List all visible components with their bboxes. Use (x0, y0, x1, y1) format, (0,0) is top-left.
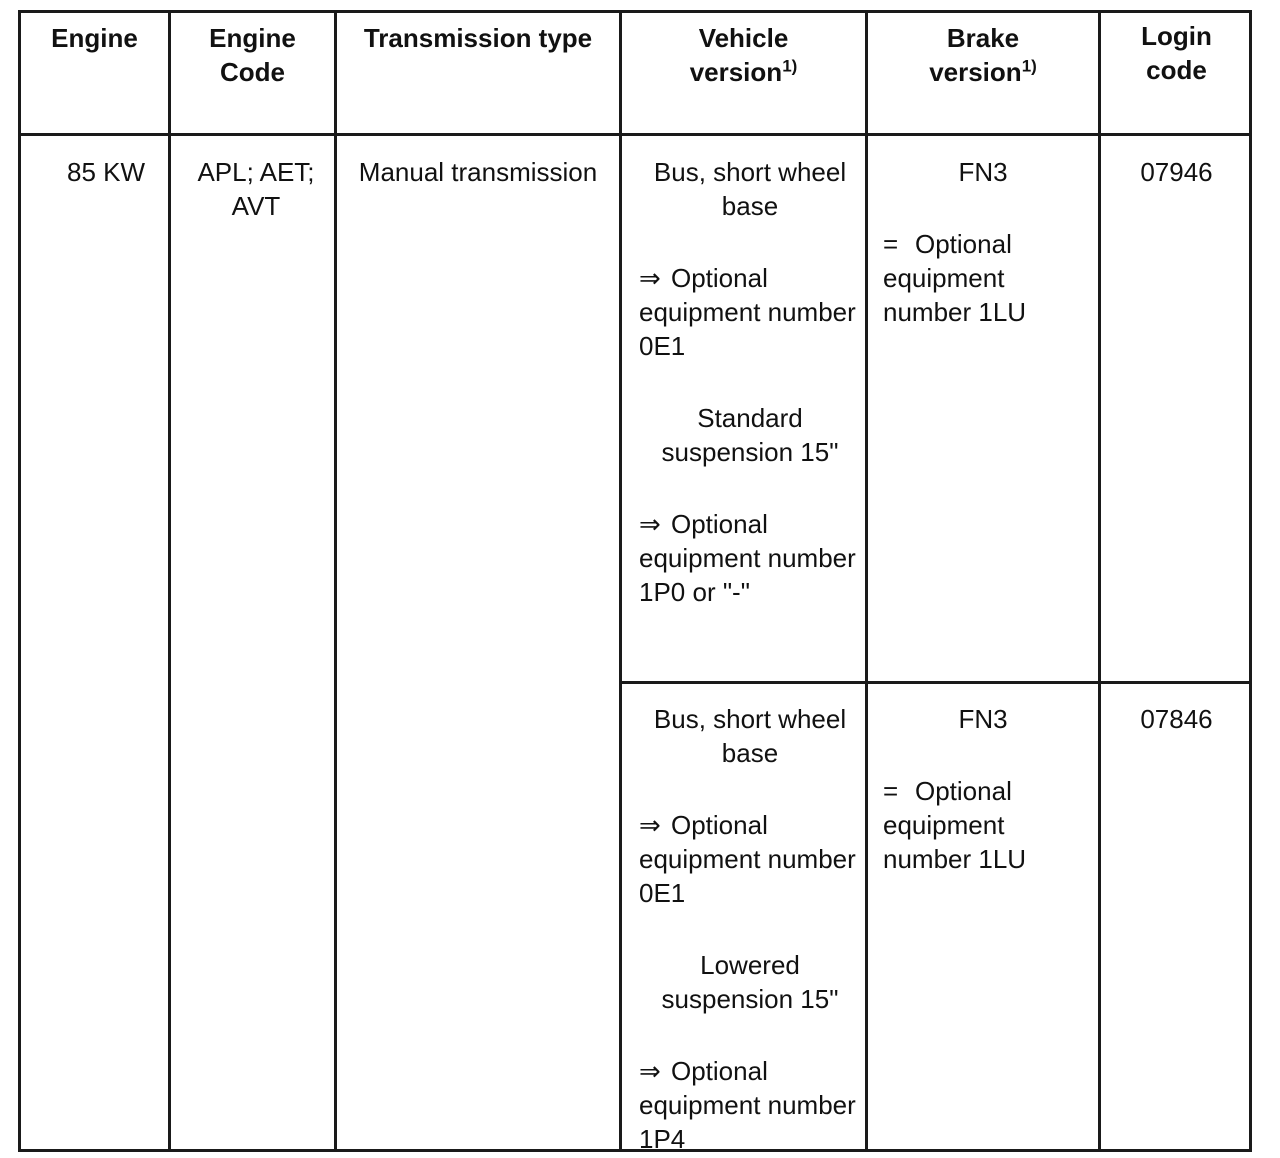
column-divider (865, 13, 868, 1149)
cell-login-code-2: 07846 (1140, 704, 1213, 734)
cell-transmission: Manual transmission (358, 157, 598, 187)
double-right-arrow-icon: ⇒ (639, 810, 661, 840)
double-right-arrow-icon: ⇒ (639, 263, 661, 293)
cell-brake-version-2: FN3 = Optional equipment number 1LU (883, 704, 1027, 874)
header-vehicle-version: Vehicle version$^{1)}$ (689, 23, 798, 87)
header-brake-version: Brake version$^{1)}$ (929, 23, 1037, 87)
equals-icon: = (883, 229, 899, 259)
cell-vehicle-version-2: Bus, short wheel base ⇒ Optional equipment number 0E1 Lowered suspension 15" ⇒ Optional equipment number 1P4 (639, 704, 856, 1154)
double-right-arrow-icon: ⇒ (639, 1056, 661, 1086)
header-engine-code: Engine Code (209, 23, 296, 87)
header-divider (21, 133, 1249, 136)
cell-brake-version-1: FN3 = Optional equipment number 1LU (883, 157, 1027, 327)
data-table (18, 10, 1252, 1152)
row-divider (619, 681, 1249, 684)
cell-vehicle-version-1: Bus, short wheel base ⇒ Optional equipment number 0E1 Standard suspension 15" ⇒ Optional equipment number 1P0 or "-" (639, 157, 856, 607)
cell-engine: 85 KW (66, 157, 146, 187)
header-transmission-type: Transmission type (363, 23, 593, 53)
equals-icon: = (883, 776, 899, 806)
cell-login-code-1: 07946 (1140, 157, 1213, 187)
header-login-code: Login code (1141, 21, 1212, 85)
header-engine: Engine (51, 23, 138, 53)
column-divider (619, 13, 622, 1149)
footnote-marker: 1) (782, 56, 798, 76)
double-right-arrow-icon: ⇒ (639, 509, 661, 539)
footnote-marker: 1) (1021, 56, 1037, 76)
cell-engine-code: APL; AET; AVT (197, 157, 315, 221)
